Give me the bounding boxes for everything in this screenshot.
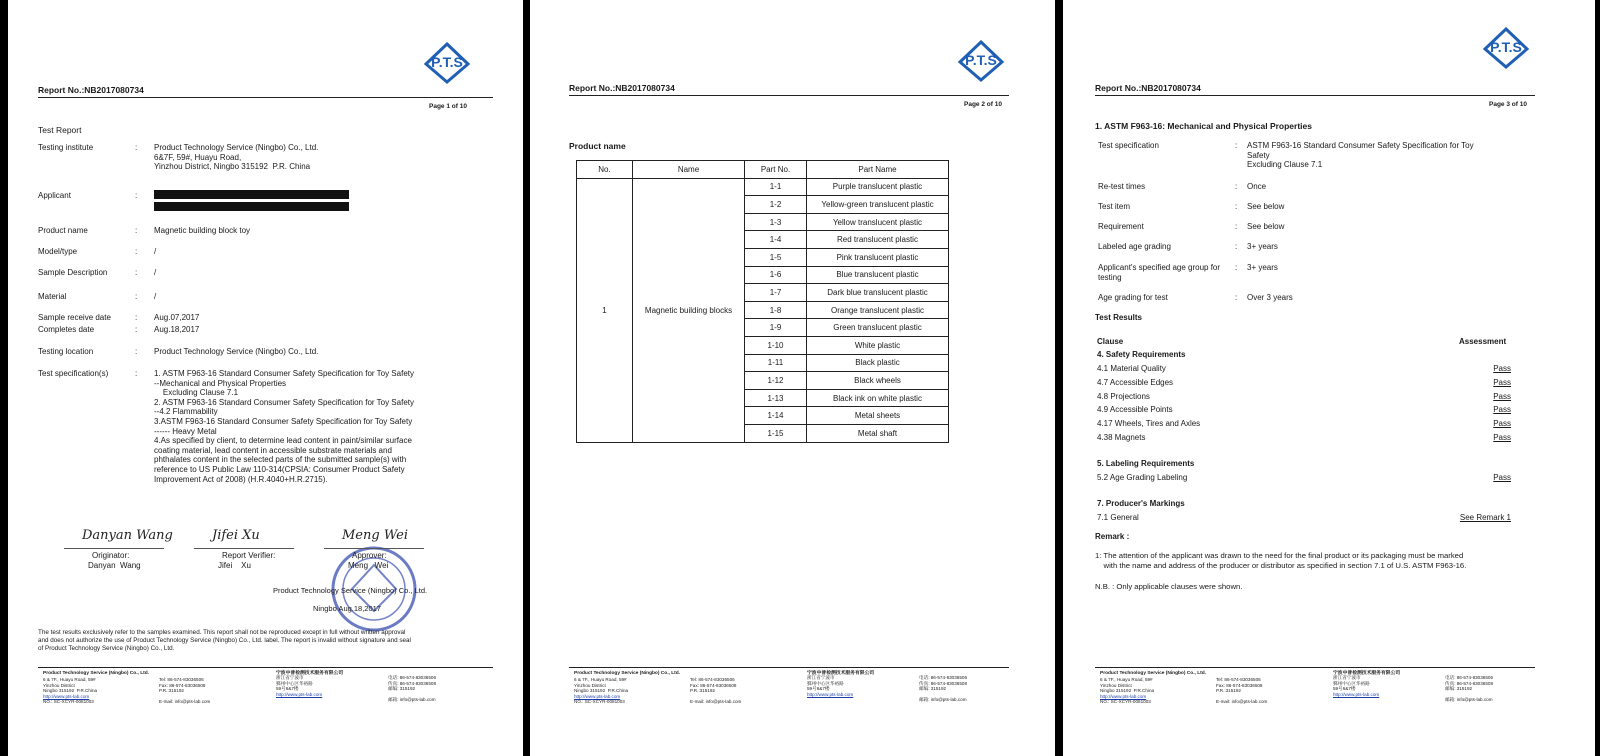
field-label: Product name <box>38 226 88 235</box>
footer-line: Tel: 86-574-83036506 <box>1216 677 1261 682</box>
footer-line: 鄞州中心区华裕路 <box>1333 680 1370 686</box>
cell-part-name: Metal sheets <box>807 407 949 425</box>
cell-part-name: Red translucent plastic <box>807 231 949 249</box>
footer-line: 邮箱: info@pts-lab.com <box>388 697 436 703</box>
value-line: Over 3 years <box>1247 293 1293 302</box>
cell-part-name: Blue translucent plastic <box>807 266 949 284</box>
value-line: / <box>154 247 157 256</box>
field-value <box>154 268 156 278</box>
remark-text: 1: The attention of the applicant was drawn to the need for the final product or its packaging must be marked with the name and address of the producer or distributor as specified in section 7.1 of U.S. ASTM F963-16. <box>1095 551 1467 570</box>
assessment-result: Pass <box>1493 377 1511 387</box>
field-value <box>1247 222 1284 232</box>
footer-line: http://www.pts-lab.com <box>807 691 854 697</box>
field-value <box>154 369 414 484</box>
footer-line: 邮编: 315192 <box>388 686 416 692</box>
field-value <box>1247 202 1284 212</box>
handwritten-signature: Jifei Xu <box>212 528 260 543</box>
value-line: Improvement Act of 2008) (H.R.4040+H.R.2715). <box>154 474 328 484</box>
field-colon: : <box>1235 141 1238 150</box>
field-colon: : <box>135 143 138 152</box>
redacted-applicant-line-2 <box>154 202 349 211</box>
value-line: 3.ASTM F963-16 Standard Consumer Safety Specification for Toy Safety <box>154 416 413 426</box>
svg-text:P.T.S: P.T.S <box>431 54 463 70</box>
cell-name: Magnetic building blocks <box>633 178 745 442</box>
field-colon: : <box>135 268 138 277</box>
disclaimer: The test results exclusively refer to the samples examined. This report shall not be reproduced except in full without written approval and does not authorize the use of Product Technology Service (Ningbo) Co., Ltd. label. The report is invalid without signature and seal of Product Technology Service (Ningbo) Co., Ltd. <box>38 629 411 653</box>
footer-line: 鄞州中心区华裕路 <box>276 680 313 686</box>
footer-line: 浙江省宁波市 <box>807 675 835 680</box>
footer-line: 邮编: 315192 <box>1445 686 1473 692</box>
value-line: See below <box>1247 202 1285 211</box>
value-line: 6&7F, 59#, Huayu Road, <box>154 152 242 162</box>
footer-line: Yinzhou District <box>1100 682 1132 688</box>
field-label: Testing location <box>38 347 94 356</box>
value-line: Magnetic building block toy <box>154 226 251 235</box>
field-label: Sample receive date <box>38 313 111 322</box>
footer-line: P.R.:315192 <box>690 688 715 694</box>
report-number: Report No.:NB2017080734 <box>38 85 144 95</box>
parts-table <box>576 160 949 443</box>
footer-line: Ningbo 315192 P.R.China <box>1100 688 1155 694</box>
signature-role: Approver: <box>352 551 387 560</box>
footer-line: P.R.:315192 <box>1216 688 1241 694</box>
assessment-header: Assessment <box>1459 337 1507 346</box>
cell-no: 1 <box>577 178 633 442</box>
footer-line: Ningbo 315192 P.R.China <box>43 688 98 694</box>
field-label: Completes date <box>38 325 95 334</box>
cell-part-no: 1-13 <box>745 389 807 407</box>
field-colon: : <box>135 292 138 301</box>
field-colon: : <box>1235 263 1238 272</box>
value-line: --4.2 Flammability <box>154 407 218 417</box>
cell-part-no: 1-4 <box>745 231 807 249</box>
value-line: Product Technology Service (Ningbo) Co., Ltd. <box>154 347 319 356</box>
field-colon: : <box>135 325 138 334</box>
footer-line: 浙江省宁波市 <box>276 675 304 680</box>
field-colon: : <box>135 191 138 200</box>
signature-role: Originator: <box>92 551 130 560</box>
col-name: Name <box>633 161 745 179</box>
cell-part-no: 1-12 <box>745 372 807 390</box>
field-value <box>154 226 250 236</box>
footer-line: NO.: SC-XCYR-0081003 <box>43 699 94 705</box>
cell-part-no: 1-5 <box>745 248 807 266</box>
field-label: Test item <box>1098 202 1131 211</box>
footer-line: Tel: 86-574-83036506 <box>690 677 735 682</box>
value-line: 2. ASTM F963-16 Standard Consumer Safety Specification for Toy Safety <box>154 397 414 407</box>
footer-line: Tel: 86-574-83036506 <box>159 677 204 682</box>
report-page-1 <box>8 0 523 756</box>
field-colon: : <box>1235 293 1238 302</box>
cell-part-name: Dark blue translucent plastic <box>807 284 949 302</box>
clause-header: Clause <box>1097 337 1124 346</box>
footer-line: 59号6&7楼 <box>276 686 299 692</box>
footer-line: NO.: SC-XCYR-0081003 <box>1100 699 1151 705</box>
assessment-result: See Remark 1 <box>1459 512 1511 522</box>
cell-part-no: 1-9 <box>745 319 807 337</box>
svg-text:P.T.S: P.T.S <box>1490 39 1522 55</box>
footer-line: Yinzhou District <box>574 682 606 688</box>
field-value <box>1247 293 1293 303</box>
footer-line: E-mail: info@pts-lab.com <box>690 699 742 705</box>
field-colon: : <box>1235 202 1238 211</box>
field-colon: : <box>1235 182 1238 191</box>
footer-line: NO.: SC-XCYR-0081003 <box>574 699 625 705</box>
footer-line: E-mail: info@pts-lab.com <box>1216 699 1268 705</box>
value-line: ASTM F963-16 Standard Consumer Safety Specification for Toy <box>1247 141 1474 150</box>
value-line: Product Technology Service (Ningbo) Co., Ltd. <box>154 143 319 152</box>
field-label: Applicant's specified age group for testing <box>1098 263 1221 282</box>
report-title: Test Report <box>38 125 82 135</box>
value-line: See below <box>1247 222 1285 231</box>
footer-line: 6 & 7F., Huayu Road, 59# <box>574 677 627 682</box>
field-label: Model/type <box>38 247 78 256</box>
place-date: Ningbo Aug.18,2017 <box>313 604 381 613</box>
cell-part-no: 1-10 <box>745 336 807 354</box>
cell-part-name: Black plastic <box>807 354 949 372</box>
footer-line: Yinzhou District <box>43 682 75 688</box>
svg-text:P.T.S: P.T.S <box>965 52 997 68</box>
cell-part-no: 1-1 <box>745 178 807 196</box>
footer-line: Ningbo 315192 P.R.China <box>574 688 629 694</box>
signature-role: Report Verifier: <box>222 551 276 560</box>
footer-line: http://www.pts-lab.com <box>276 691 323 697</box>
value-line: / <box>154 268 157 277</box>
cell-part-no: 1-11 <box>745 354 807 372</box>
assessment-result: Pass <box>1493 419 1511 429</box>
footer-line: http://www.pts-lab.com <box>1333 691 1380 697</box>
field-colon: : <box>1235 242 1238 251</box>
value-line: Once <box>1247 182 1267 191</box>
field-label: Material <box>38 292 67 301</box>
redacted-applicant-line-1 <box>154 190 349 199</box>
cell-part-no: 1-14 <box>745 407 807 425</box>
handwritten-signature: Meng Wei <box>342 528 408 543</box>
value-line: --Mechanical and Physical Properties <box>154 378 287 388</box>
field-colon: : <box>135 313 138 322</box>
footer-company-cn: 宁波中普检测技术服务有限公司 <box>1333 671 1401 676</box>
clause-item: 7.1 General <box>1097 512 1139 522</box>
col-no: No. <box>577 161 633 179</box>
header-rule <box>38 97 493 98</box>
value-line: 1. ASTM F963-16 Standard Consumer Safety Specification for Toy Safety <box>154 369 414 378</box>
table-row <box>577 178 949 196</box>
value-line: Aug.18,2017 <box>154 325 200 334</box>
assessment-result: Pass <box>1493 364 1511 373</box>
signature-name: Danyan Wang <box>88 561 141 570</box>
footer-line: 传真: 86-574-83036508 <box>919 680 968 686</box>
report-number: Report No.:NB2017080734 <box>1095 83 1201 93</box>
footer-line: 传真: 86-574-83036508 <box>388 680 437 686</box>
field-value <box>1247 141 1474 170</box>
group-title: 7. Producer's Markings <box>1097 498 1185 508</box>
field-value <box>154 313 199 323</box>
value-line: Excluding Clause 7.1 <box>1247 160 1323 170</box>
cell-part-name: Black wheels <box>807 372 949 390</box>
value-line: Excluding Clause 7.1 <box>154 388 239 398</box>
signature-name: Meng Wei <box>348 561 389 570</box>
cell-part-name: Purple translucent plastic <box>807 178 949 196</box>
field-value <box>1247 263 1278 273</box>
test-results-heading: Test Results <box>1095 313 1142 322</box>
remark-title: Remark : <box>1095 532 1130 541</box>
handwritten-signature: Danyan Wang <box>82 528 173 543</box>
value-line: 3+ years <box>1247 242 1278 251</box>
footer-line: 6 & 7F., Huayu Road, 59# <box>43 677 96 682</box>
value-line: 4.As specified by client, to determine lead content in paint/similar surface <box>154 436 412 446</box>
field-label: Age grading for test <box>1098 293 1168 302</box>
page-number: Page 2 of 10 <box>964 101 1002 108</box>
footer-rule <box>569 667 1009 668</box>
cell-part-no: 1-6 <box>745 266 807 284</box>
cell-part-name: White plastic <box>807 336 949 354</box>
field-value <box>1247 242 1278 252</box>
field-label: Requirement <box>1098 222 1144 231</box>
value-line: Yinzhou District, Ningbo 315192 P.R. China <box>154 162 311 172</box>
cell-part-no: 1-8 <box>745 301 807 319</box>
cell-part-name: Pink translucent plastic <box>807 248 949 266</box>
field-value <box>154 325 199 335</box>
value-line: / <box>154 292 157 301</box>
clause-item: 4.1 Material Quality <box>1097 364 1166 373</box>
section-title: 1. ASTM F963-16: Mechanical and Physical Properties <box>1095 121 1312 131</box>
footer-line: 传真: 86-574-83036508 <box>1445 680 1494 686</box>
footer-rule <box>38 667 493 668</box>
field-label: Testing institute <box>38 143 94 152</box>
footer-line: 邮编: 315192 <box>919 686 947 692</box>
footer-line: http://www.pts-lab.com <box>1100 693 1147 699</box>
page-number: Page 1 of 10 <box>429 103 467 110</box>
report-number: Report No.:NB2017080734 <box>569 83 675 93</box>
header-rule <box>569 95 1009 96</box>
footer-company: Product Technology Service (Ningbo) Co., Ltd. <box>43 671 149 676</box>
footer-line: 邮箱: info@pts-lab.com <box>919 697 967 703</box>
footer-line: 浙江省宁波市 <box>1333 675 1361 680</box>
value-line: 3+ years <box>1247 263 1278 272</box>
pts-logo <box>956 40 1006 82</box>
header-rule <box>1095 95 1535 96</box>
pts-logo <box>422 42 472 84</box>
clause-item: 4.9 Accessible Points <box>1097 405 1173 415</box>
field-label: Sample Description <box>38 268 108 277</box>
footer-line: Fax: 86-574-83036508 <box>1216 682 1263 688</box>
footer-line: Fax: 86-574-83036508 <box>159 682 206 688</box>
value-line: phthalates content in the selected parts of the submitted sample(s) with <box>154 455 407 465</box>
cell-part-name: Black ink on white plastic <box>807 389 949 407</box>
group-title: 5. Labeling Requirements <box>1097 458 1195 468</box>
signature-line <box>324 548 424 549</box>
cell-part-no: 1-7 <box>745 284 807 302</box>
table-header-row <box>577 161 949 179</box>
field-value <box>154 292 156 302</box>
footer-company: Product Technology Service (Ningbo) Co., Ltd. <box>574 671 680 676</box>
assessment-result: Pass <box>1493 405 1511 415</box>
signature-line <box>194 548 294 549</box>
field-colon: : <box>1235 222 1238 231</box>
value-line: coating material, lead content in accessible substrate materials and <box>154 445 392 455</box>
group-title: 4. Safety Requirements <box>1097 350 1186 359</box>
assessment-result: Pass <box>1493 472 1511 482</box>
cell-part-no: 1-15 <box>745 424 807 442</box>
footer-rule <box>1095 667 1535 668</box>
value-line: Aug.07,2017 <box>154 313 200 322</box>
footer-line: 邮箱: info@pts-lab.com <box>1445 697 1493 703</box>
value-line: ------ Heavy Metal <box>154 426 217 436</box>
footer-company-cn: 宁波中普检测技术服务有限公司 <box>276 671 344 676</box>
clause-item: 4.17 Wheels, Tires and Axles <box>1097 419 1201 429</box>
value-line: Safety <box>1247 150 1270 160</box>
assessment-result: Pass <box>1493 433 1511 442</box>
footer-line: 鄞州中心区华裕路 <box>807 680 844 686</box>
field-value <box>1247 182 1266 192</box>
report-page-2 <box>530 0 1055 756</box>
field-colon: : <box>135 369 138 378</box>
footer-company: Product Technology Service (Ningbo) Co., Ltd. <box>1100 671 1206 676</box>
field-colon: : <box>135 347 138 356</box>
clause-item: 4.38 Magnets <box>1097 433 1146 442</box>
cell-part-no: 1-3 <box>745 213 807 231</box>
clause-item: 5.2 Age Grading Labeling <box>1097 472 1188 482</box>
report-page-3 <box>1063 0 1595 756</box>
col-part-no: Part No. <box>745 161 807 179</box>
col-part-name: Part Name <box>807 161 949 179</box>
footer-line: 电话: 86-574-83036506 <box>919 675 968 680</box>
field-label: Labeled age grading <box>1098 242 1171 251</box>
cell-part-name: Metal shaft <box>807 424 949 442</box>
footer-line: E-mail: info@pts-lab.com <box>159 699 211 705</box>
cell-part-name: Green translucent plastic <box>807 319 949 337</box>
footer-line: P.R.:315192 <box>159 688 184 694</box>
clause-item: 4.8 Projections <box>1097 391 1150 401</box>
field-value <box>154 347 318 357</box>
cell-part-no: 1-2 <box>745 196 807 214</box>
footer-company-cn: 宁波中普检测技术服务有限公司 <box>807 671 875 676</box>
signature-line <box>64 548 164 549</box>
footer-line: http://www.pts-lab.com <box>574 693 621 699</box>
field-colon: : <box>135 247 138 256</box>
field-label: Test specification <box>1098 141 1159 150</box>
assessment-result: Pass <box>1493 391 1511 401</box>
field-colon: : <box>135 226 138 235</box>
company-name-line: Product Technology Service (Ningbo) Co., Ltd. <box>273 586 428 595</box>
footer-line: 59号6&7楼 <box>807 686 830 692</box>
pts-logo <box>1481 27 1531 69</box>
field-label: Applicant <box>38 191 71 200</box>
footer-line: 电话: 86-574-83036506 <box>388 675 437 680</box>
field-label: Re-test times <box>1098 182 1146 191</box>
page-number: Page 3 of 10 <box>1489 101 1527 108</box>
field-value <box>154 143 318 172</box>
field-label: Test specification(s) <box>38 369 109 378</box>
footer-line: 6 & 7F., Huayu Road, 59# <box>1100 677 1153 682</box>
signature-name: Jifei Xu <box>218 561 251 570</box>
clause-item: 4.7 Accessible Edges <box>1097 377 1174 387</box>
value-line: reference to US Public Law 110-314(CPSIA: Consumer Product Safety <box>154 464 405 474</box>
footer-line: http://www.pts-lab.com <box>43 693 90 699</box>
section-title: Product name <box>569 141 626 151</box>
field-value <box>154 247 156 257</box>
footer-line: 59号6&7楼 <box>1333 686 1356 692</box>
cell-part-name: Yellow translucent plastic <box>807 213 949 231</box>
footer-line: 电话: 86-574-83036506 <box>1445 675 1494 680</box>
cell-part-name: Yellow-green translucent plastic <box>807 196 949 214</box>
nb-note: N.B. : Only applicable clauses were shown. <box>1095 582 1243 591</box>
footer-line: Fax: 86-574-83036508 <box>690 682 737 688</box>
cell-part-name: Orange translucent plastic <box>807 301 949 319</box>
